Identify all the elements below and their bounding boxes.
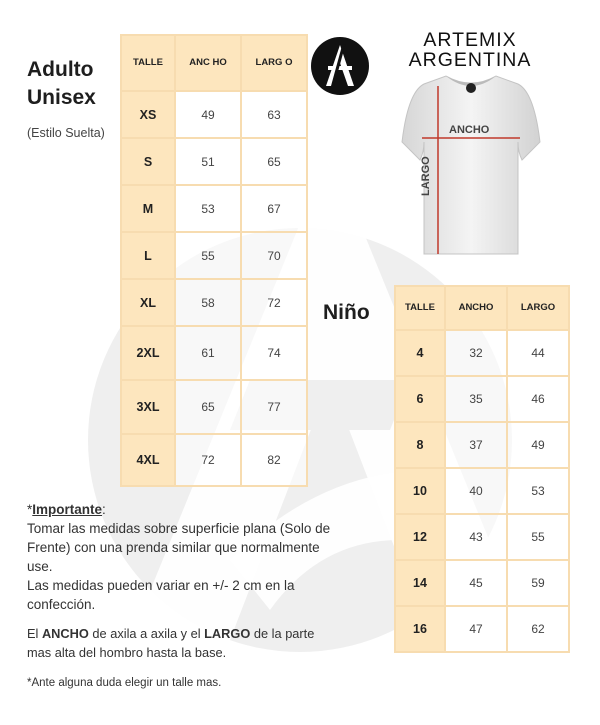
table-row xyxy=(395,560,569,606)
largo-value: 55 xyxy=(507,514,569,560)
ancho-value: 55 xyxy=(175,232,241,279)
ancho-value: 51 xyxy=(175,138,241,185)
adult-title-line2: Unisex xyxy=(27,86,96,109)
size-label: 10 xyxy=(395,468,445,514)
note-variation: Las medidas pueden variar en +/- 2 cm en la confección. xyxy=(27,578,295,612)
largo-value: 59 xyxy=(507,560,569,606)
adult-title xyxy=(27,56,96,112)
brand-line1: ARTEMIX xyxy=(423,29,517,51)
footer-note: *Ante alguna duda elegir un talle mas. xyxy=(27,677,222,689)
size-label: M xyxy=(121,185,175,232)
size-label: 4XL xyxy=(121,434,175,486)
tshirt-neck-badge xyxy=(466,83,476,93)
ancho-value: 35 xyxy=(445,376,507,422)
important-heading: *Importante: xyxy=(27,502,106,517)
size-label: L xyxy=(121,232,175,279)
largo-value: 53 xyxy=(507,468,569,514)
ancho-value: 61 xyxy=(175,326,241,380)
brand-line2: ARGENTINA xyxy=(408,49,532,71)
header-ancho: ANC HO xyxy=(175,35,241,91)
size-label: 8 xyxy=(395,422,445,468)
note-ancho-largo: El ANCHO de axila a axila y el LARGO de la parte mas alta del hombro hasta la base. xyxy=(27,626,315,660)
adult-title-line1: Adulto xyxy=(27,58,94,81)
ancho-value: 32 xyxy=(445,330,507,376)
largo-label: LARGO xyxy=(420,156,432,196)
ancho-value: 40 xyxy=(445,468,507,514)
header-talle: TALLE xyxy=(395,286,445,330)
ancho-value: 65 xyxy=(175,380,241,434)
largo-value: 44 xyxy=(507,330,569,376)
table-row xyxy=(395,376,569,422)
table-row xyxy=(395,514,569,560)
table-row xyxy=(395,330,569,376)
ancho-value: 58 xyxy=(175,279,241,326)
table-row xyxy=(121,91,307,138)
table-row xyxy=(121,434,307,486)
header-largo: LARGO xyxy=(507,286,569,330)
adult-subtitle: (Estilo Suelta) xyxy=(27,126,105,140)
artemix-logo xyxy=(310,36,370,96)
largo-value: 65 xyxy=(241,138,307,185)
size-label: 6 xyxy=(395,376,445,422)
table-row xyxy=(395,422,569,468)
brand-name xyxy=(395,30,545,70)
size-label: XL xyxy=(121,279,175,326)
largo-value: 67 xyxy=(241,185,307,232)
table-row xyxy=(121,380,307,434)
tshirt-diagram xyxy=(396,72,546,258)
kids-title: Niño xyxy=(323,301,370,324)
header-ancho: ANCHO xyxy=(445,286,507,330)
largo-value: 62 xyxy=(507,606,569,652)
size-label: S xyxy=(121,138,175,185)
header-talle: TALLE xyxy=(121,35,175,91)
table-row xyxy=(121,279,307,326)
largo-value: 63 xyxy=(241,91,307,138)
kids-size-table xyxy=(394,285,570,653)
size-label: 3XL xyxy=(121,380,175,434)
largo-value: 82 xyxy=(241,434,307,486)
size-label: 12 xyxy=(395,514,445,560)
table-row xyxy=(121,326,307,380)
table-row xyxy=(395,606,569,652)
table-row xyxy=(121,232,307,279)
size-label: 2XL xyxy=(121,326,175,380)
ancho-value: 72 xyxy=(175,434,241,486)
ancho-value: 53 xyxy=(175,185,241,232)
size-label: XS xyxy=(121,91,175,138)
largo-value: 72 xyxy=(241,279,307,326)
table-header-row xyxy=(395,286,569,330)
table-header-row xyxy=(121,35,307,91)
table-row xyxy=(121,185,307,232)
important-label: Importante xyxy=(32,502,103,517)
size-label: 16 xyxy=(395,606,445,652)
note-measure-flat: Tomar las medidas sobre superficie plana (Solo de Frente) con una prenda similar que normalmente use. xyxy=(27,521,331,574)
adult-size-table xyxy=(120,34,308,487)
size-label: 4 xyxy=(395,330,445,376)
important-notes xyxy=(27,500,337,662)
ancho-value: 49 xyxy=(175,91,241,138)
ancho-value: 43 xyxy=(445,514,507,560)
largo-value: 77 xyxy=(241,380,307,434)
header-largo: LARG O xyxy=(241,35,307,91)
ancho-label: ANCHO xyxy=(449,124,490,136)
largo-value: 46 xyxy=(507,376,569,422)
ancho-value: 45 xyxy=(445,560,507,606)
ancho-value: 47 xyxy=(445,606,507,652)
ancho-value: 37 xyxy=(445,422,507,468)
largo-value: 70 xyxy=(241,232,307,279)
largo-value: 74 xyxy=(241,326,307,380)
largo-value: 49 xyxy=(507,422,569,468)
size-label: 14 xyxy=(395,560,445,606)
table-row xyxy=(121,138,307,185)
table-row xyxy=(395,468,569,514)
